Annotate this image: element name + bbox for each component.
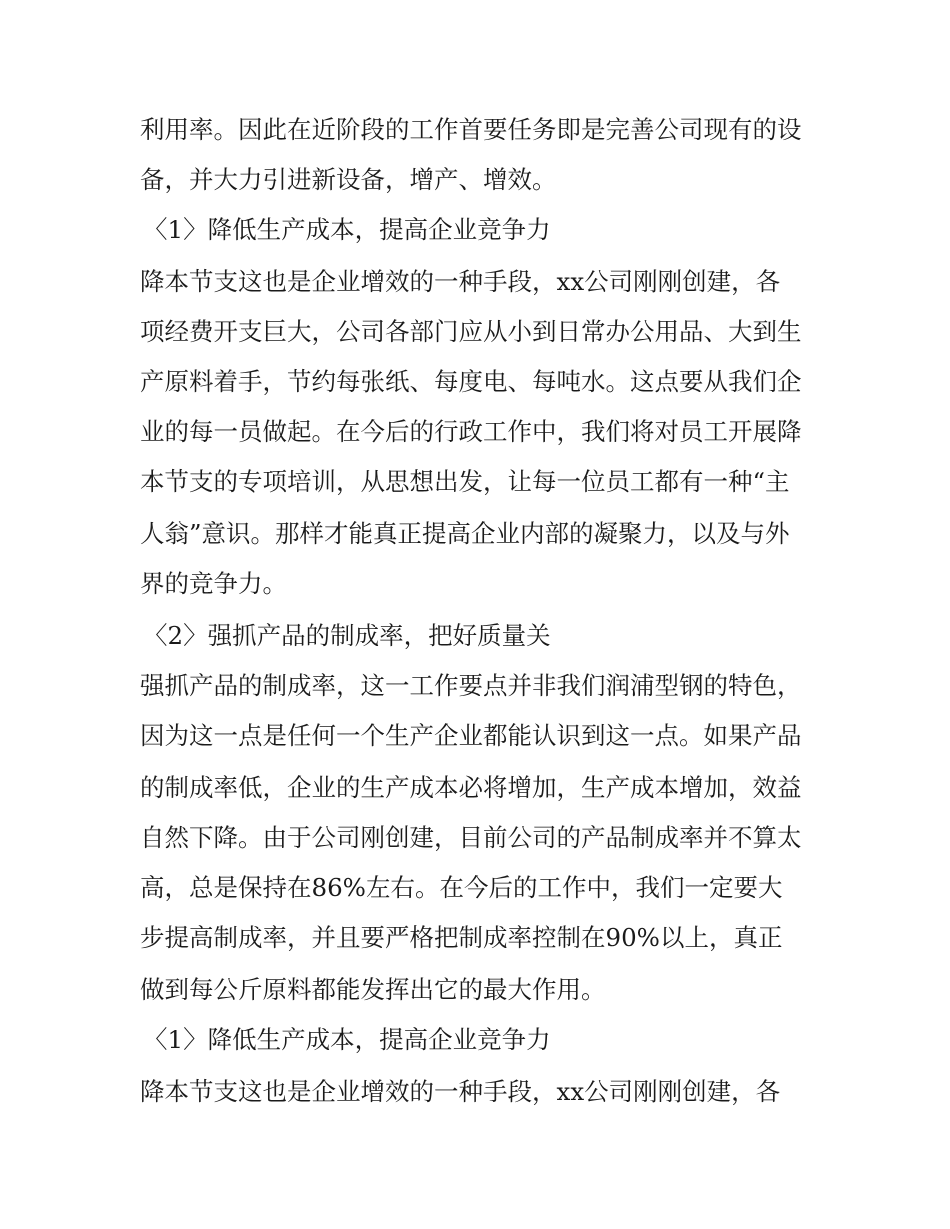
text-line: 强抓产品的制成率，这一工作要点并非我们润浦型钢的特色， bbox=[140, 671, 802, 700]
text-line: 本节支的专项培训，从思想出发，让每一位员工都有一种“主 bbox=[140, 467, 790, 496]
text-line: 人翁”意识。那样才能真正提高企业内部的凝聚力，以及与外 bbox=[140, 519, 790, 548]
text-line: 项经费开支巨大，公司各部门应从小到日常办公用品、大到生 bbox=[140, 317, 802, 346]
text-line: 降本节支这也是企业增效的一种手段，xx公司刚刚创建，各 bbox=[140, 1077, 781, 1106]
text-line: 界的竞争力。 bbox=[140, 569, 287, 598]
text-line: 步提高制成率，并且要严格把制成率控制在90%以上，真正 bbox=[140, 923, 783, 952]
text-line: 高，总是保持在86%左右。在今后的工作中，我们一定要大 bbox=[140, 873, 783, 902]
text-line: 备，并大力引进新设备，增产、增效。 bbox=[140, 165, 557, 194]
text-line: 的制成率低，企业的生产成本必将增加，生产成本增加，效益 bbox=[140, 773, 802, 802]
section-heading: 〈1〉降低生产成本，提高企业竞争力 bbox=[143, 1025, 551, 1054]
text-line: 做到每公斤原料都能发挥出它的最大作用。 bbox=[140, 975, 606, 1004]
text-line: 降本节支这也是企业增效的一种手段，xx公司刚刚创建，各 bbox=[140, 267, 781, 296]
section-heading: 〈2〉强抓产品的制成率，把好质量关 bbox=[143, 621, 551, 650]
text-line: 利用率。因此在近阶段的工作首要任务即是完善公司现有的设 bbox=[140, 115, 802, 144]
text-line: 自然下降。由于公司刚创建，目前公司的产品制成率并不算太 bbox=[140, 823, 802, 852]
text-line: 业的每一员做起。在今后的行政工作中，我们将对员工开展降 bbox=[140, 417, 802, 446]
section-heading: 〈1〉降低生产成本，提高企业竞争力 bbox=[143, 215, 551, 244]
text-line: 产原料着手，节约每张纸、每度电、每吨水。这点要从我们企 bbox=[140, 367, 802, 396]
text-line: 因为这一点是任何一个生产企业都能认识到这一点。如果产品 bbox=[140, 721, 802, 750]
